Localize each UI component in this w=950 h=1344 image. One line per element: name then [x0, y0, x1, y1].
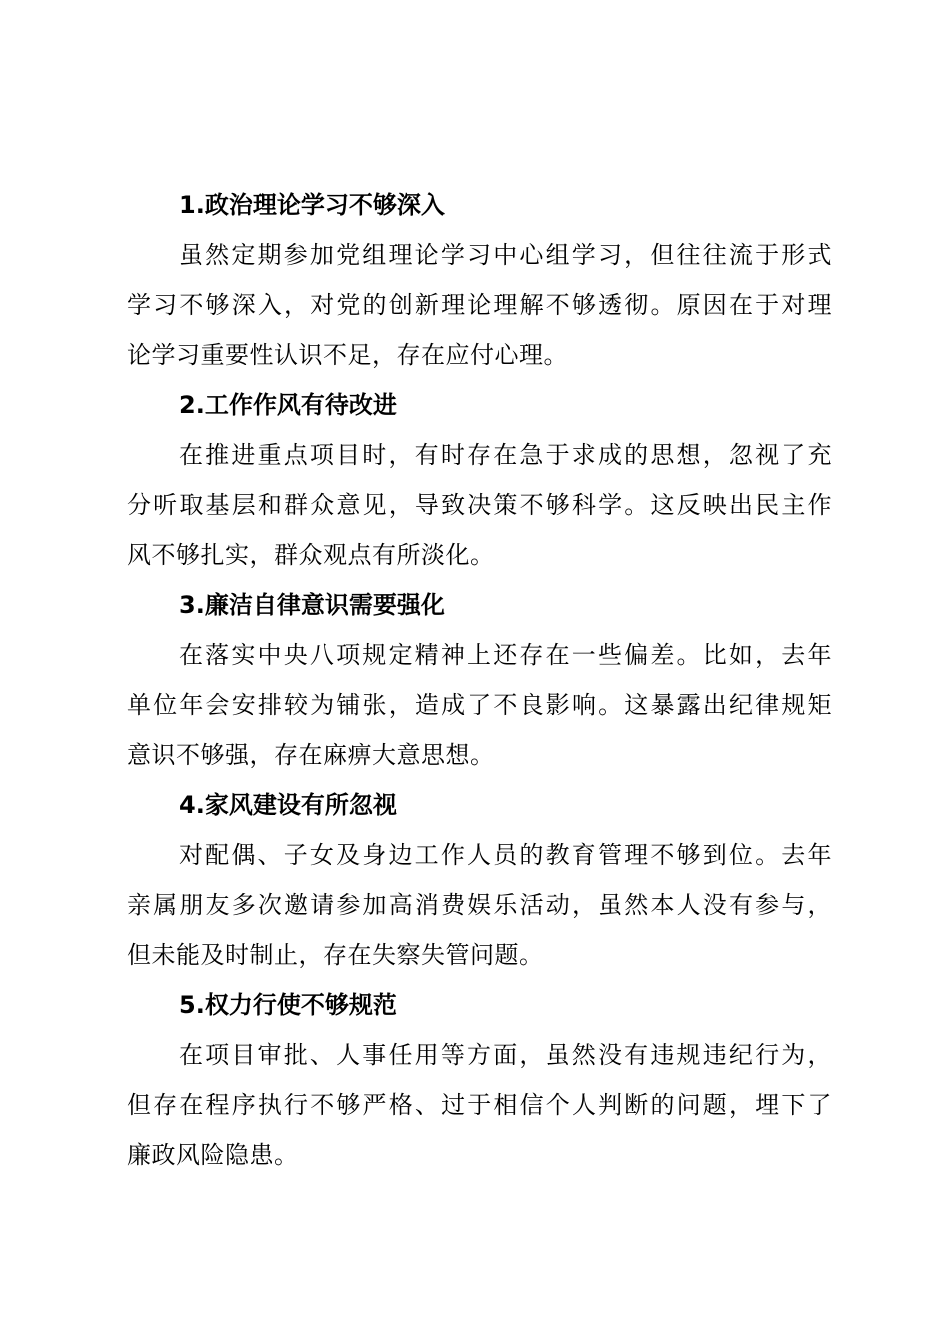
section-heading: 1.政治理论学习不够深入 [179, 191, 445, 219]
section-3 [127, 580, 832, 780]
section-paragraph [127, 230, 832, 380]
paragraph-line: 亲属朋友多次邀请参加高消费娱乐活动，虽然本人没有参与， [127, 891, 832, 919]
paragraph-line: 廉政风险隐患。 [127, 1141, 299, 1169]
paragraph-line: 在落实中央八项规定精神上还存在一些偏差。比如，去年 [179, 641, 832, 669]
paragraph-line: 在推进重点项目时，有时存在急于求成的思想，忽视了充 [179, 441, 832, 469]
paragraph-line: 风不够扎实，群众观点有所淡化。 [127, 541, 495, 569]
section-paragraph [127, 430, 832, 580]
section-5 [127, 980, 832, 1180]
section-heading: 4.家风建设有所忽视 [179, 791, 397, 819]
section-1 [127, 180, 832, 380]
paragraph-line: 虽然定期参加党组理论学习中心组学习，但往往流于形式 [179, 241, 832, 269]
section-paragraph [127, 630, 832, 780]
paragraph-line: 在项目审批、人事任用等方面，虽然没有违规违纪行为， [179, 1041, 832, 1069]
section-heading: 2.工作作风有待改进 [179, 391, 397, 419]
paragraph-line: 分听取基层和群众意见，导致决策不够科学。这反映出民主作 [127, 491, 832, 519]
document-body [127, 180, 832, 1180]
section-heading: 5.权力行使不够规范 [179, 991, 397, 1019]
paragraph-line: 但未能及时制止，存在失察失管问题。 [127, 941, 544, 969]
section-paragraph [127, 830, 832, 980]
paragraph-line: 单位年会安排较为铺张，造成了不良影响。这暴露出纪律规矩 [127, 691, 832, 719]
section-heading: 3.廉洁自律意识需要强化 [179, 591, 445, 619]
paragraph-line: 意识不够强，存在麻痹大意思想。 [127, 741, 495, 769]
section-4 [127, 780, 832, 980]
paragraph-line: 但存在程序执行不够严格、过于相信个人判断的问题，埋下了 [127, 1091, 832, 1119]
paragraph-line: 论学习重要性认识不足，存在应付心理。 [127, 341, 568, 369]
paragraph-line: 对配偶、子女及身边工作人员的教育管理不够到位。去年 [179, 841, 832, 869]
section-2 [127, 380, 832, 580]
paragraph-line: 学习不够深入，对党的创新理论理解不够透彻。原因在于对理 [127, 291, 832, 319]
section-paragraph [127, 1030, 832, 1180]
